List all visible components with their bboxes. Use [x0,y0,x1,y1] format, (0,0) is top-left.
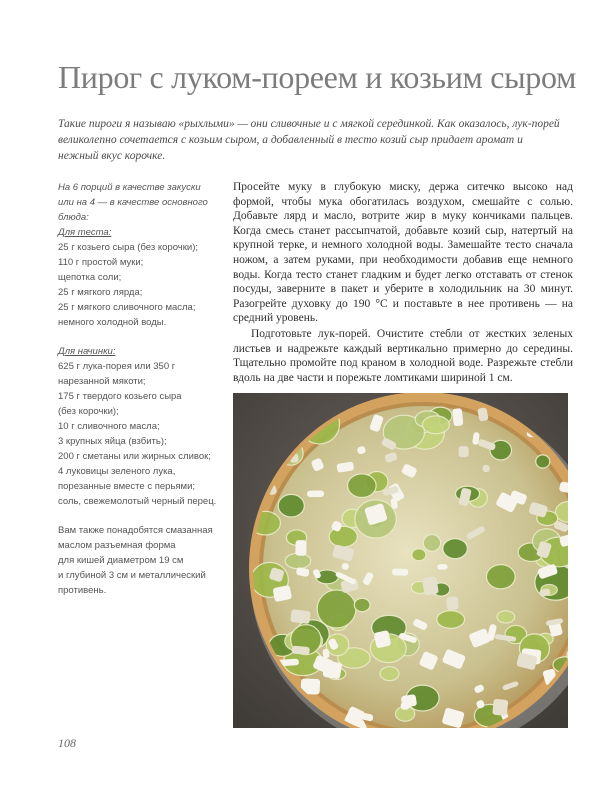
page-title: Пирог с луком-пореем и козьим сыром [58,59,577,95]
goat-cheese-crumble [459,446,469,457]
ingredient-item: 625 г лука-порея или 350 г [58,361,176,372]
goat-cheese-crumble [452,408,463,426]
method-paragraph: Подготовьте лук-порей. Очистите стебли от жестких зеленых листьев и надрежьте каждый вертикально примерно до середины. Тщательно промойте под краном в холодной воде. Разрежьте стебли вдоль на две части и порежьте ломтиками шириной 1 см. [233,327,573,384]
equipment-line: Вам также понадобятся смазанная [58,525,213,536]
ingredient-item: соль, свежемолотый черный перец. [58,496,217,507]
leek-slice [437,611,465,629]
ingredient-item: 3 крупных яйца (взбить); [58,436,167,447]
filling-heading: Для начинки: [58,346,116,357]
ingredient-item: 110 г простой муки; [58,257,144,268]
goat-cheese-crumble [446,596,458,610]
leek-slice [412,549,426,561]
ingredient-item: 25 г мягкого лярда; [58,287,143,298]
leek-slice [443,539,468,559]
leek-slice [497,611,515,623]
goat-cheese-crumble [295,540,306,556]
ingredient-item: 175 г твердого козьего сыра [58,391,182,402]
equipment-line: для кишей диаметром 19 см [58,555,184,566]
page-number: 108 [58,736,76,750]
leek-slice [536,455,550,468]
leek-slice [317,590,356,628]
method-paragraph: Просейте муку в глубокую миску, держа ситечко высоко над формой, чтобы мука обогатилась воздухом, смешайте с солью. Добавьте лярд и масло, вотрите жир в муку кончиками пальцев. Когда смесь станет рассыпчатой, добавьте козий сыр, натертый на крупной терке, и немного холодной воды. Замешайте тесто сначала ножом, а затем руками, при необходимости добавив еще немного воды. Когда тесто станет гладким и будет легко отставать от стенок посуды, заверните в пакет и уберите в холодильник на 30 минут. Разогрейте духовку до 190 °C и поставьте в нее противень — на средний уровень. [233,181,573,325]
leek-slice [423,535,440,552]
leek-slice [380,667,399,681]
dough-heading: Для теста: [58,227,112,238]
servings-line: блюда: [58,212,89,223]
goat-cheese-crumble [492,699,508,716]
leek-slice [486,565,515,589]
leek-slice [348,474,377,498]
goat-cheese-crumble [400,702,409,710]
leek-slice [354,598,370,611]
ingredient-item: щепотка соли; [58,272,122,283]
goat-cheese-crumble [392,568,408,575]
ingredient-item: 200 г сметаны или жирных сливок; [58,451,211,462]
goat-cheese-crumble [291,646,309,655]
intro-text: Такие пироги я называю «рыхлыми» — они сливочные и с мягкой серединкой. Как оказалось, лук-порей великолепно сочетается с козьим сыром, а добавленный в тесто козий сыр придает аромат и нежный вкус корочке. [58,118,560,162]
ingredient-item: немного холодной воды. [58,317,167,328]
ingredient-item: 4 луковицы зеленого лука, [58,466,176,477]
leek-slice [422,416,449,434]
servings-line: На 6 порций в качестве закуски [58,182,201,193]
goat-cheese-crumble [422,576,439,595]
servings-line: или на 4 — в качестве основного [58,197,208,208]
goat-cheese-crumble [437,564,448,570]
equipment-line: маслом разъемная форма [58,540,176,551]
leek-slice [278,494,304,517]
goat-cheese-crumble [307,491,324,498]
ingredient-item: 25 г козьего сыра (без корочки); [58,242,198,253]
tart-photo [233,393,568,728]
ingredients-sidebar [58,180,228,598]
ingredient-item: 10 г сливочного масла; [58,421,160,432]
equipment-line: и глубиной 3 см и металлический [58,570,206,581]
ingredient-item: (без корочки); [58,406,119,417]
ingredient-item: нарезанной мякоти; [58,376,146,387]
ingredient-item: порезанные вместе с перьями; [58,481,196,492]
recipe-method [233,180,573,385]
equipment-line: противень. [58,585,107,596]
goat-cheese-crumble [290,609,311,624]
ingredient-item: 25 г мягкого сливочного масла; [58,302,196,313]
